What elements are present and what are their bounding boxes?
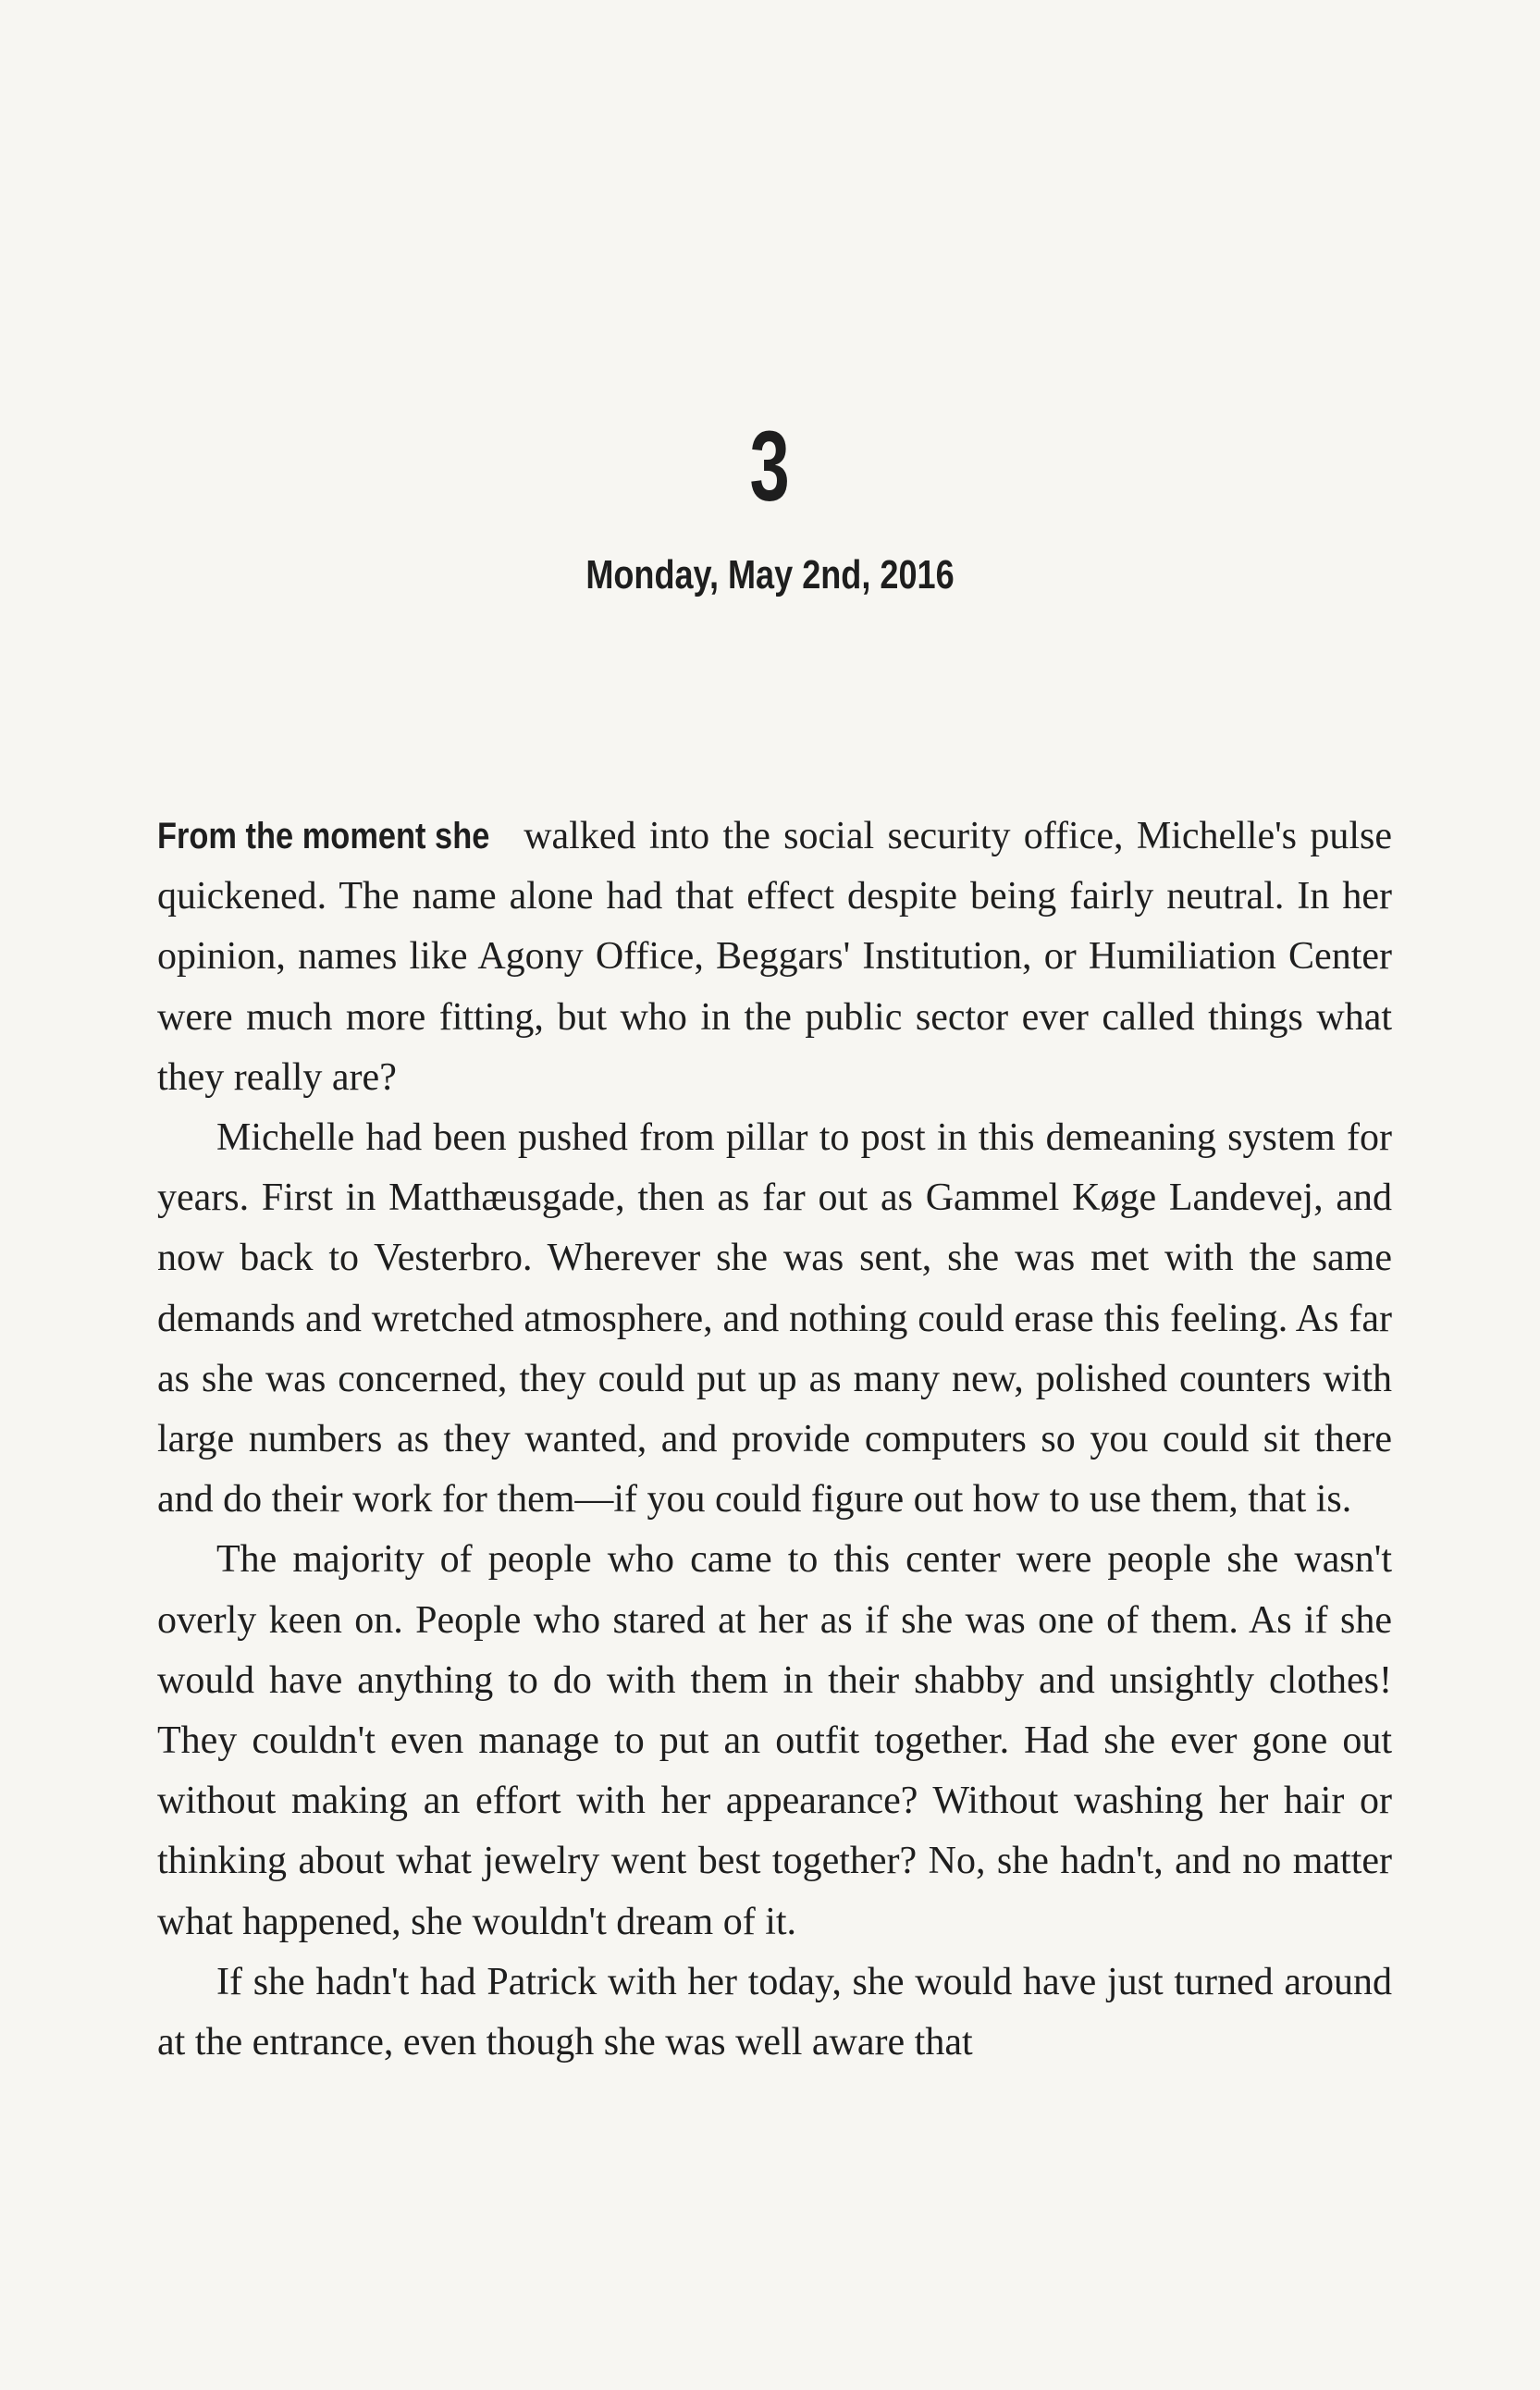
paragraph-4: If she hadn't had Patrick with her today, she would have just turned around at the entrance, even though she was well aware that <box>157 1960 1392 2064</box>
chapter-number: 3 <box>749 410 791 522</box>
chapter-date: Monday, May 2nd, 2016 <box>585 552 955 598</box>
paragraph-2: Michelle had been pushed from pillar to post in this demeaning system for years. First in Matthæusgade, then as far out as Gammel Køge Landevej, and now back to Vesterbro. Wherever she was sent, she was met with the same demands and wretched atmosphere, and nothing could erase this feeling. As far as she was concerned, they could put up as many new, polished counters with large numbers as they wanted, and provide computers so you could sit there and do their work for them—if you could figure out how to use them, that is. <box>157 1116 1392 1521</box>
paragraph-3: The majority of people who came to this center were people she wasn't overly keen on. People who stared at her as if she was one of them. As if she would have anything to do with them in their shabby and unsightly clothes! They couldn't even manage to put an outfit together. Had she ever gone out without making an effort with her appearance? Without washing her hair or thinking about what jewelry went best together? No, she hadn't, and no matter what happened, she wouldn't dream of it. <box>157 1538 1392 1943</box>
lead-in: From the moment she <box>157 816 490 856</box>
paragraph-1 <box>157 807 1392 1108</box>
body-text <box>157 807 1392 2073</box>
paragraph-1-text: walked into the social security office, Michelle's pulse quickened. The name alone had that effect despite being fairly neutral. In her opinion, names like Agony Office, Beggars' Institution, or Humiliation Center were much more fitting, but who in the public sector ever called things what they really are? <box>157 815 1393 1099</box>
